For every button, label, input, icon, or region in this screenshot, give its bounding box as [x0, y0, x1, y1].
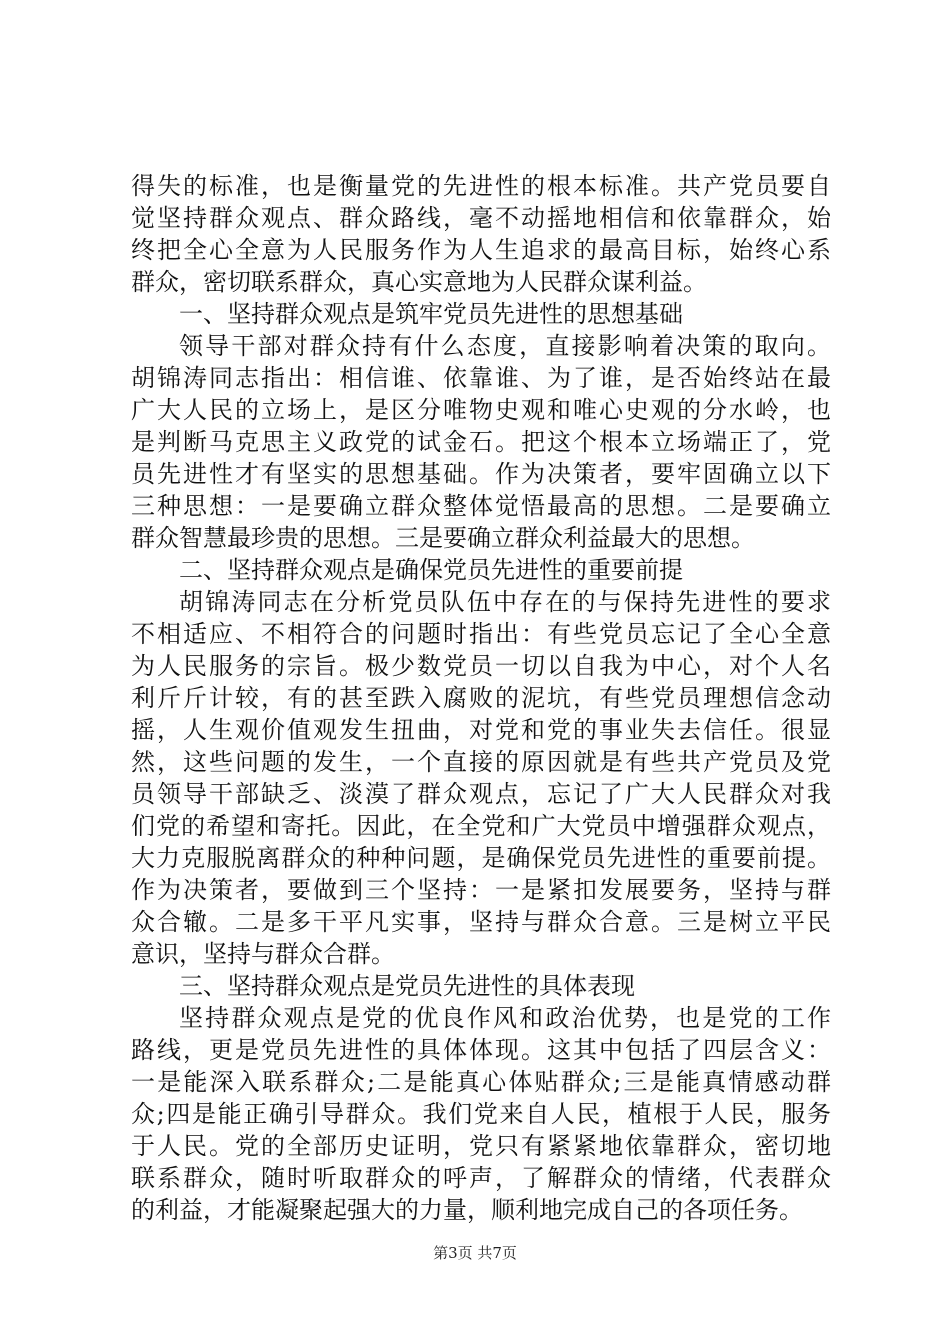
text-line: 得失的标准，也是衡量党的先进性的根本标准。共产党员要自 [131, 172, 831, 200]
text-line: 利斤斤计较，有的甚至跌入腐败的泥坑，有些党员理想信念动 [131, 684, 831, 712]
text-line: 群众，密切联系群众，真心实意地为人民群众谋利益。 [131, 268, 707, 296]
page-footer: 第3页 共7页 [433, 1244, 517, 1262]
text-line: 领导干部对群众持有什么态度，直接影响着决策的取向。 [179, 332, 831, 360]
text-line: 大力克服脱离群众的种种问题，是确保党员先进性的重要前提。 [131, 844, 831, 872]
text-line: 员先进性才有坚实的思想基础。作为决策者，要牢固确立以下 [131, 460, 831, 488]
text-line: 路线，更是党员先进性的具体体现。这其中包括了四层含义： [131, 1036, 831, 1064]
text-line: 摇，人生观价值观发生扭曲，对党和党的事业失去信任。很显 [131, 716, 831, 744]
text-line: 众;四是能正确引导群众。我们党来自人民，植根于人民，服务 [131, 1100, 831, 1128]
text-line: 众合辙。二是多干平凡实事，坚持与群众合意。三是树立平民 [131, 908, 831, 936]
text-line: 员领导干部缺乏、淡漠了群众观点，忘记了广大人民群众对我 [131, 780, 831, 808]
text-line: 不相适应、不相符合的问题时指出：有些党员忘记了全心全意 [131, 620, 831, 648]
text-line: 三种思想：一是要确立群众整体觉悟最高的思想。二是要确立 [131, 492, 831, 520]
text-line: 一是能深入联系群众;二是能真心体贴群众;三是能真情感动群 [131, 1068, 831, 1096]
section-heading: 二、坚持群众观点是确保党员先进性的重要前提 [179, 556, 683, 584]
document-body [131, 170, 831, 1226]
section-heading: 三、坚持群众观点是党员先进性的具体表现 [179, 972, 635, 1000]
text-line: 为人民服务的宗旨。极少数党员一切以自我为中心，对个人名 [131, 652, 831, 680]
text-line: 的利益，才能凝聚起强大的力量，顺利地完成自己的各项任务。 [131, 1196, 803, 1224]
text-line: 群众智慧最珍贵的思想。三是要确立群众利益最大的思想。 [131, 524, 755, 552]
text-line: 于人民。党的全部历史证明，党只有紧紧地依靠群众，密切地 [131, 1132, 831, 1160]
text-line: 广大人民的立场上，是区分唯物史观和唯心史观的分水岭，也 [131, 396, 831, 424]
text-line: 胡锦涛同志在分析党员队伍中存在的与保持先进性的要求 [179, 588, 831, 616]
section-heading: 一、坚持群众观点是筑牢党员先进性的思想基础 [179, 300, 683, 328]
text-line: 是判断马克思主义政党的试金石。把这个根本立场端正了，党 [131, 428, 831, 456]
text-line: 觉坚持群众观点、群众路线，毫不动摇地相信和依靠群众，始 [131, 204, 831, 232]
text-line: 们党的希望和寄托。因此，在全党和广大党员中增强群众观点， [131, 812, 831, 840]
text-line: 联系群众，随时听取群众的呼声，了解群众的情绪，代表群众 [131, 1164, 831, 1192]
text-line: 终把全心全意为人民服务作为人生追求的最高目标，始终心系 [131, 236, 831, 264]
text-line: 意识，坚持与群众合群。 [131, 940, 395, 968]
text-line: 胡锦涛同志指出：相信谁、依靠谁、为了谁，是否始终站在最 [131, 364, 831, 392]
text-line: 然，这些问题的发生，一个直接的原因就是有些共产党员及党 [131, 748, 831, 776]
text-line: 坚持群众观点是党的优良作风和政治优势，也是党的工作 [179, 1004, 831, 1032]
text-line: 作为决策者，要做到三个坚持：一是紧扣发展要务，坚持与群 [131, 876, 831, 904]
